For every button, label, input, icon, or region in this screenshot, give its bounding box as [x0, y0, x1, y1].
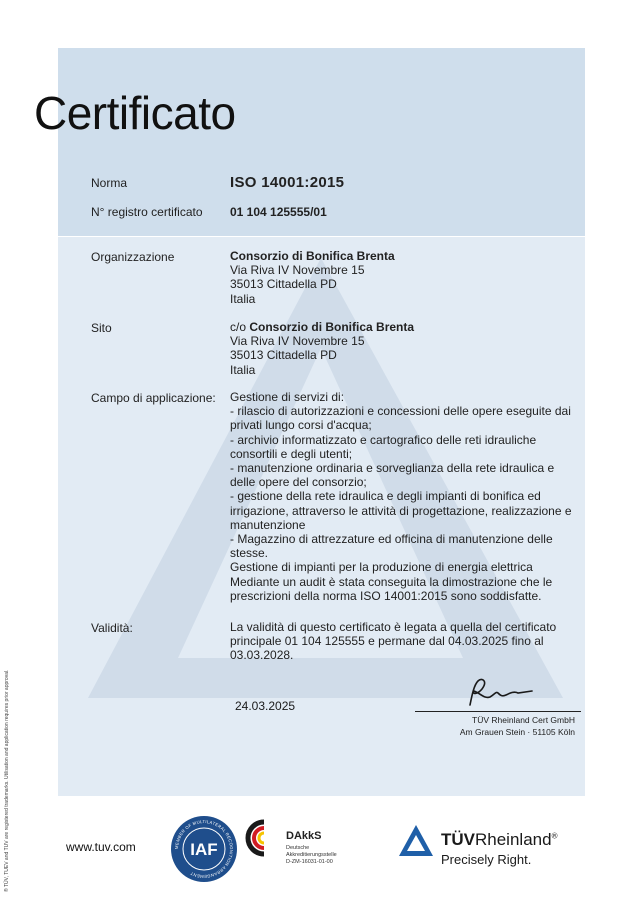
site-prefix: c/o: [230, 320, 247, 334]
scope-line: - rilascio di autorizzazioni e concessioni delle opere eseguite dai: [230, 404, 571, 419]
scope-line: privati lungo corsi d'acqua;: [230, 418, 372, 433]
iaf-ring-text: MEMBER OF MULTILATERAL RECOGNITION ARRANGEMENT: [173, 818, 235, 880]
scope-line: - gestione della rete idraulica e degli impianti di bonifica ed: [230, 489, 541, 504]
scope-line: - archivio informatizzato e cartografico delle reti idrauliche: [230, 432, 537, 447]
scope-line: - manutenzione ordinaria e sorveglianza della rete idraulica e: [230, 461, 555, 476]
iaf-text: IAF: [190, 840, 218, 859]
site-address-line: 35013 Cittadella PD: [230, 348, 337, 363]
scope-line: Gestione di servizi di:: [230, 390, 345, 404]
certificate-title: Certificato: [34, 87, 236, 139]
registro-label: N° registro certificato: [91, 205, 203, 219]
site-block: [230, 320, 414, 377]
tuv-brand-name: [441, 830, 557, 850]
trademark-note: ® TÜV, TUEV and TUV are registered trademarks. Utilisation and application requires prior approval.: [4, 669, 10, 892]
signature-icon: [462, 677, 542, 709]
registered-mark: ®: [551, 831, 558, 841]
issuer-block: [415, 714, 575, 738]
dakks-sub-line: D-ZM-16031-01-00: [286, 859, 333, 865]
validity-label: Validità:: [91, 621, 133, 635]
organization-block: [230, 249, 395, 306]
tuv-brand-bold: TÜV: [441, 830, 475, 849]
scope-line: Gestione di impianti per la produzione di energia elettrica: [230, 560, 533, 575]
dakks-sub-line: Akkreditierungsstelle: [286, 852, 337, 858]
tuv-triangle-logo-icon: [397, 823, 435, 859]
norma-label: Norma: [91, 176, 128, 190]
tuv-brand-rest: Rheinland: [475, 830, 552, 849]
organization-address-line: Italia: [230, 291, 256, 306]
site-name: Consorzio di Bonifica Brenta: [249, 320, 415, 334]
tuv-slogan: Precisely Right.: [441, 852, 532, 867]
scope-label: Campo di applicazione:: [91, 391, 216, 405]
site-label: Sito: [91, 321, 112, 335]
validity-line: 03.03.2028.: [230, 648, 294, 663]
issuer-name: TÜV Rheinland Cert GmbH: [472, 715, 575, 725]
scope-line: irrigazione, attraverso le attività di progettazione, realizzazione e: [230, 503, 572, 518]
organization-name: Consorzio di Bonifica Brenta: [230, 249, 395, 263]
scope-line: Mediante un audit è stata conseguita la dimostrazione che le: [230, 574, 553, 589]
scope-line: - Magazzino di attrezzature ed officina di manutenzione delle: [230, 532, 553, 547]
iaf-logo-icon: [170, 815, 238, 883]
scope-line: prescrizioni della norma ISO 14001:2015 sono soddisfatte.: [230, 588, 542, 603]
site-address-line: Via Riva IV Novembre 15: [230, 334, 365, 349]
validity-line: principale 01 104 125555 e permane dal 04.03.2025 fino al: [230, 634, 544, 649]
website-link[interactable]: www.tuv.com: [66, 840, 136, 854]
organization-label: Organizzazione: [91, 250, 175, 264]
site-address-line: Italia: [230, 362, 256, 377]
dakks-subtitle: [286, 845, 337, 866]
organization-address-line: Via Riva IV Novembre 15: [230, 263, 365, 278]
dakks-sub-line: Deutsche: [286, 845, 310, 851]
scope-line: manutenzione: [230, 517, 306, 532]
scope-block: [230, 390, 572, 603]
validity-line: La validità di questo certificato è legata a quella del certificato: [230, 620, 557, 634]
norma-value: ISO 14001:2015: [230, 174, 345, 191]
validity-block: [230, 620, 556, 663]
scope-line: stesse.: [230, 546, 269, 561]
signature-line: [415, 711, 581, 712]
dakks-logo-icon: [244, 818, 284, 858]
organization-address-line: 35013 Cittadella PD: [230, 277, 337, 292]
scope-line: delle opere del consorzio;: [230, 475, 367, 490]
registro-value: 01 104 125555/01: [230, 205, 327, 219]
issue-date: 24.03.2025: [235, 699, 296, 713]
dakks-name: DAkkS: [286, 830, 322, 842]
scope-line: consortili e degli utenti;: [230, 446, 353, 461]
issuer-address: Am Grauen Stein · 51105 Köln: [459, 727, 575, 737]
